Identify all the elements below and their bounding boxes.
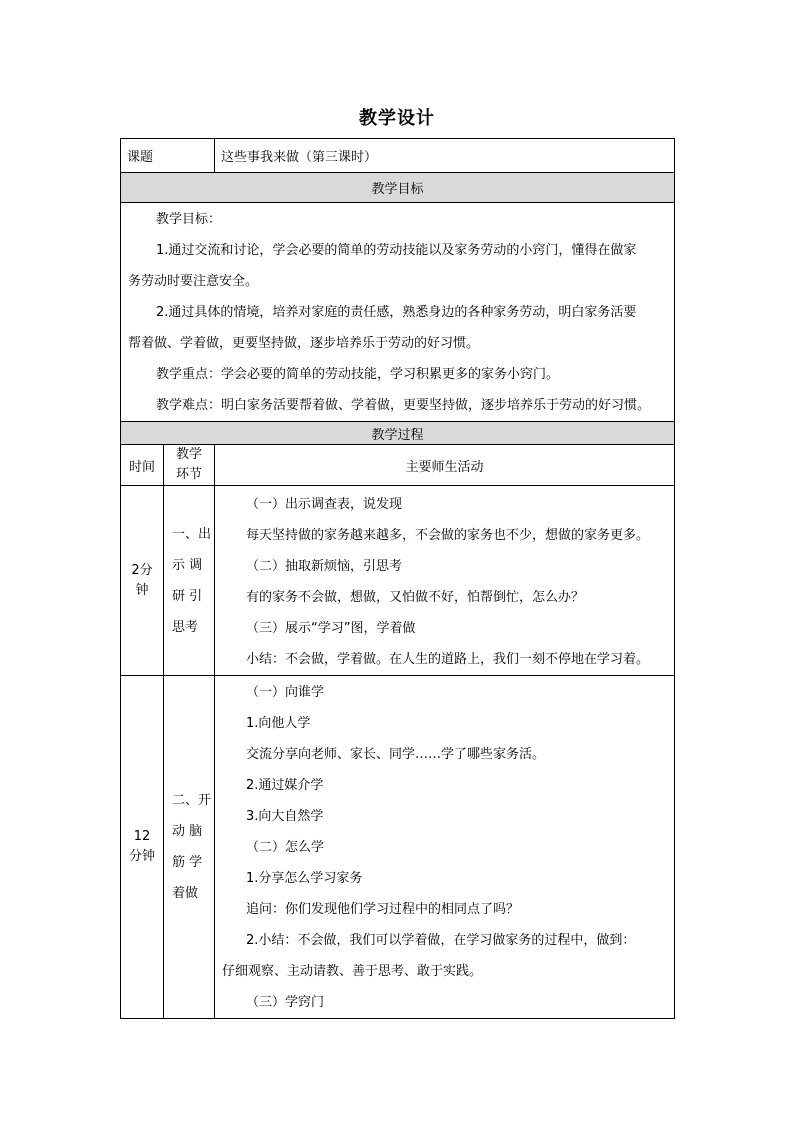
col-stage-header — [164, 445, 215, 486]
activity-line: （二）怎么学 — [246, 840, 325, 855]
stage-line: 研 引 — [172, 588, 203, 604]
col-time-header: 时间 — [121, 445, 164, 486]
col-activity-header: 主要师生活动 — [215, 445, 675, 486]
stage-line: 着做 — [172, 886, 199, 901]
process-header: 教学过程 — [121, 422, 675, 445]
activity-line: 3.向大自然学 — [246, 809, 324, 824]
stage-row — [121, 486, 675, 676]
col-stage-header-line: 环节 — [176, 467, 203, 482]
goals-line: 帮着做、学着做，更要坚持做，逐步培养乐于劳动的好习惯。 — [128, 336, 480, 351]
goals-content-row — [121, 203, 675, 422]
stage-line: 思考 — [172, 619, 199, 635]
goals-header: 教学目标 — [121, 173, 675, 203]
goals-line: 务劳动时要注意安全。 — [128, 274, 259, 289]
activity-line: 交流分享向老师、家长、同学……学了哪些家务活。 — [246, 747, 546, 762]
lesson-plan-table — [120, 138, 675, 1019]
activity-line: 1.分享怎么学习家务 — [246, 871, 363, 886]
goals-content — [121, 203, 675, 422]
lesson-row — [121, 139, 675, 173]
goals-line: 教学重点：学会必要的简单的劳动技能，学习积累更多的家务小窍门。 — [156, 367, 560, 382]
stage-row — [121, 676, 675, 1019]
activity-line: 有的家务不会做，想做，又怕做不好，怕帮倒忙，怎么办？ — [246, 590, 585, 605]
lesson-value: 这些事我来做（第三课时） — [215, 139, 675, 173]
goals-line: 教学目标： — [156, 212, 222, 227]
activity-line: （三）学窍门 — [246, 995, 325, 1010]
activity-line: 2.小结：不会做，我们可以学着做，在学习做家务的过程中，做到： — [246, 933, 636, 948]
stage-line: 二、开 — [172, 793, 212, 808]
goals-line: 1.通过交流和讨论，学会必要的简单的劳动技能以及家务劳动的小窍门，懂得在做家 — [156, 243, 637, 258]
activity-cell — [215, 676, 675, 1019]
activity-line: （二）抽取新烦恼，引思考 — [246, 559, 403, 574]
time-line: 分钟 — [128, 849, 155, 864]
activity-line: 2.通过媒介学 — [246, 778, 324, 793]
goals-header-row — [121, 173, 675, 203]
process-header-row — [121, 422, 675, 445]
activity-line: （一）向谁学 — [246, 685, 325, 700]
column-header-row — [121, 445, 675, 486]
time-cell — [121, 486, 164, 676]
stage-cell — [164, 676, 215, 1019]
time-line: 12 — [133, 829, 151, 844]
lesson-label: 课题 — [121, 139, 215, 173]
document-title: 教学设计 — [359, 108, 435, 129]
time-line: 钟 — [135, 582, 149, 598]
activity-line: （三）展示“学习”图，学着做 — [246, 621, 416, 636]
goals-line: 2.通过具体的情境，培养对家庭的责任感，熟悉身边的各种家务劳动，明白家务活要 — [156, 305, 637, 320]
stage-cell — [164, 486, 215, 676]
time-line: 2分 — [131, 562, 153, 578]
col-stage-header-line: 教学 — [176, 447, 203, 462]
stage-line: 一、出 — [172, 526, 212, 542]
activity-line: 仔细观察、主动请教、善于思考、敢于实践。 — [222, 964, 483, 979]
goals-line: 教学难点：明白家务活要帮着做、学着做，更要坚持做，逐步培养乐于劳动的好习惯。 — [156, 398, 651, 413]
activity-cell — [215, 486, 675, 676]
activity-line: 追问：你们发现他们学习过程中的相同点了吗？ — [246, 902, 520, 917]
activity-line: 1.向他人学 — [246, 716, 311, 731]
stage-line: 示 调 — [172, 557, 203, 573]
activity-line: 小结：不会做，学着做。在人生的道路上，我们一刻不停地在学习着。 — [246, 652, 650, 667]
stage-line: 动 脑 — [172, 824, 203, 839]
activity-line: （一）出示调查表，说发现 — [246, 497, 403, 512]
stage-line: 筋 学 — [172, 855, 203, 870]
time-cell — [121, 676, 164, 1019]
activity-line: 每天坚持做的家务越来越多，不会做的家务也不少，想做的家务更多。 — [246, 528, 650, 543]
